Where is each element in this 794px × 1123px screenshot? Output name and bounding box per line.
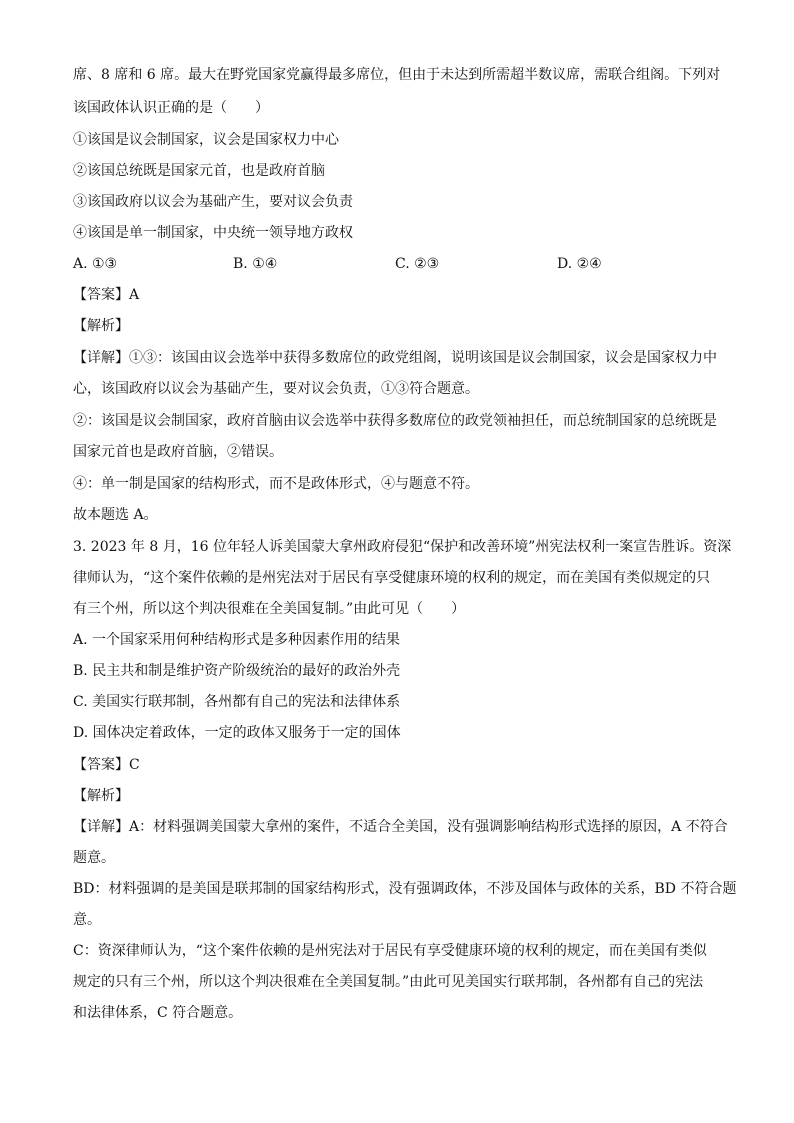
q2-option-b: B. ①④ <box>233 256 278 272</box>
q3-explain-line: 【详解】A：材料强调美国蒙大拿州的案件，不适合全美国，没有强调影响结构形式选择的原因，A 不符合 <box>73 819 728 835</box>
q2-explain-line: ②：该国是议会制国家，政府首脑由议会选举中获得多数席位的政党领袖担任，而总统制国家的总统既是 <box>73 413 717 429</box>
q2-explain-line: ④：单一制是国家的结构形式，而不是政体形式，④与题意不符。 <box>73 476 479 492</box>
q3-stem-line: 有三个州，所以这个判决很难在全美国复制。”由此可见（ ） <box>73 601 466 617</box>
q2-options <box>73 254 673 274</box>
q2-option-c: C. ②③ <box>395 256 440 272</box>
q3-explain-line: C：资深律师认为，“这个案件依赖的是州宪法对于居民有享受健康环境的权利的规定，而在美国有类似 <box>73 943 707 959</box>
q2-explain-line: 心，该国政府以议会为基础产生，要对议会负责，①③符合题意。 <box>73 381 479 397</box>
q2-explain-line: 国家元首也是政府首脑，②错误。 <box>73 444 283 460</box>
q2-analysis-label: 【解析】 <box>73 318 129 334</box>
q3-stem-line: 3. 2023 年 8 月，16 位年轻人诉美国蒙大拿州政府侵犯“保护和改善环境”州宪法权利一案宣告胜诉。资深 <box>73 539 732 555</box>
q2-stem-line: 席、8 席和 6 席。最大在野党国家党赢得最多席位，但由于未达到所需超半数议席，需联合组阁。下列对 <box>73 67 721 83</box>
q2-option-d: D. ②④ <box>557 256 602 272</box>
q3-option-b: B. 民主共和制是维护资产阶级统治的最好的政治外壳 <box>73 663 401 679</box>
q3-explain-line: 规定的只有三个州，所以这个判决很难在全美国复制。”由此可见美国实行联邦制，各州都有自己的宪法 <box>73 974 704 990</box>
q3-option-d: D. 国体决定着政体，一定的政体又服务于一定的国体 <box>73 725 401 741</box>
q3-option-c: C. 美国实行联邦制，各州都有自己的宪法和法律体系 <box>73 694 401 710</box>
q3-explain-line: 题意。 <box>73 850 115 866</box>
q3-analysis-label: 【解析】 <box>73 788 129 804</box>
q2-statement-2: ②该国总统既是国家元首，也是政府首脑 <box>73 163 325 179</box>
q3-explain-line: 和法律体系，C 符合题意。 <box>73 1005 243 1021</box>
q3-explain-line: 意。 <box>73 912 101 928</box>
q3-explain-line: BD：材料强调的是美国是联邦制的国家结构形式，没有强调政体，不涉及国体与政体的关系，BD 不符合题 <box>73 881 737 897</box>
q3-stem-line: 律师认为，“这个案件依赖的是州宪法对于居民有享受健康环境的权利的规定，而在美国有类似规定的只 <box>73 570 711 586</box>
q3-answer: 【答案】C <box>73 757 140 773</box>
q2-explain-line: 故本题选 A。 <box>73 507 158 523</box>
q2-statement-1: ①该国是议会制国家，议会是国家权力中心 <box>73 132 339 148</box>
q2-statement-3: ③该国政府以议会为基础产生，要对议会负责 <box>73 194 353 210</box>
q2-option-a: A. ①③ <box>73 256 118 272</box>
q2-explain-line: 【详解】①③：该国由议会选举中获得多数席位的政党组阁，说明该国是议会制国家，议会是国家权力中 <box>73 350 717 366</box>
q2-statement-4: ④该国是单一制国家，中央统一领导地方政权 <box>73 225 353 241</box>
q3-option-a: A. 一个国家采用何种结构形式是多种因素作用的结果 <box>73 632 401 648</box>
q2-stem-line: 该国政体认识正确的是（ ） <box>73 100 269 116</box>
q2-answer: 【答案】A <box>73 287 140 303</box>
